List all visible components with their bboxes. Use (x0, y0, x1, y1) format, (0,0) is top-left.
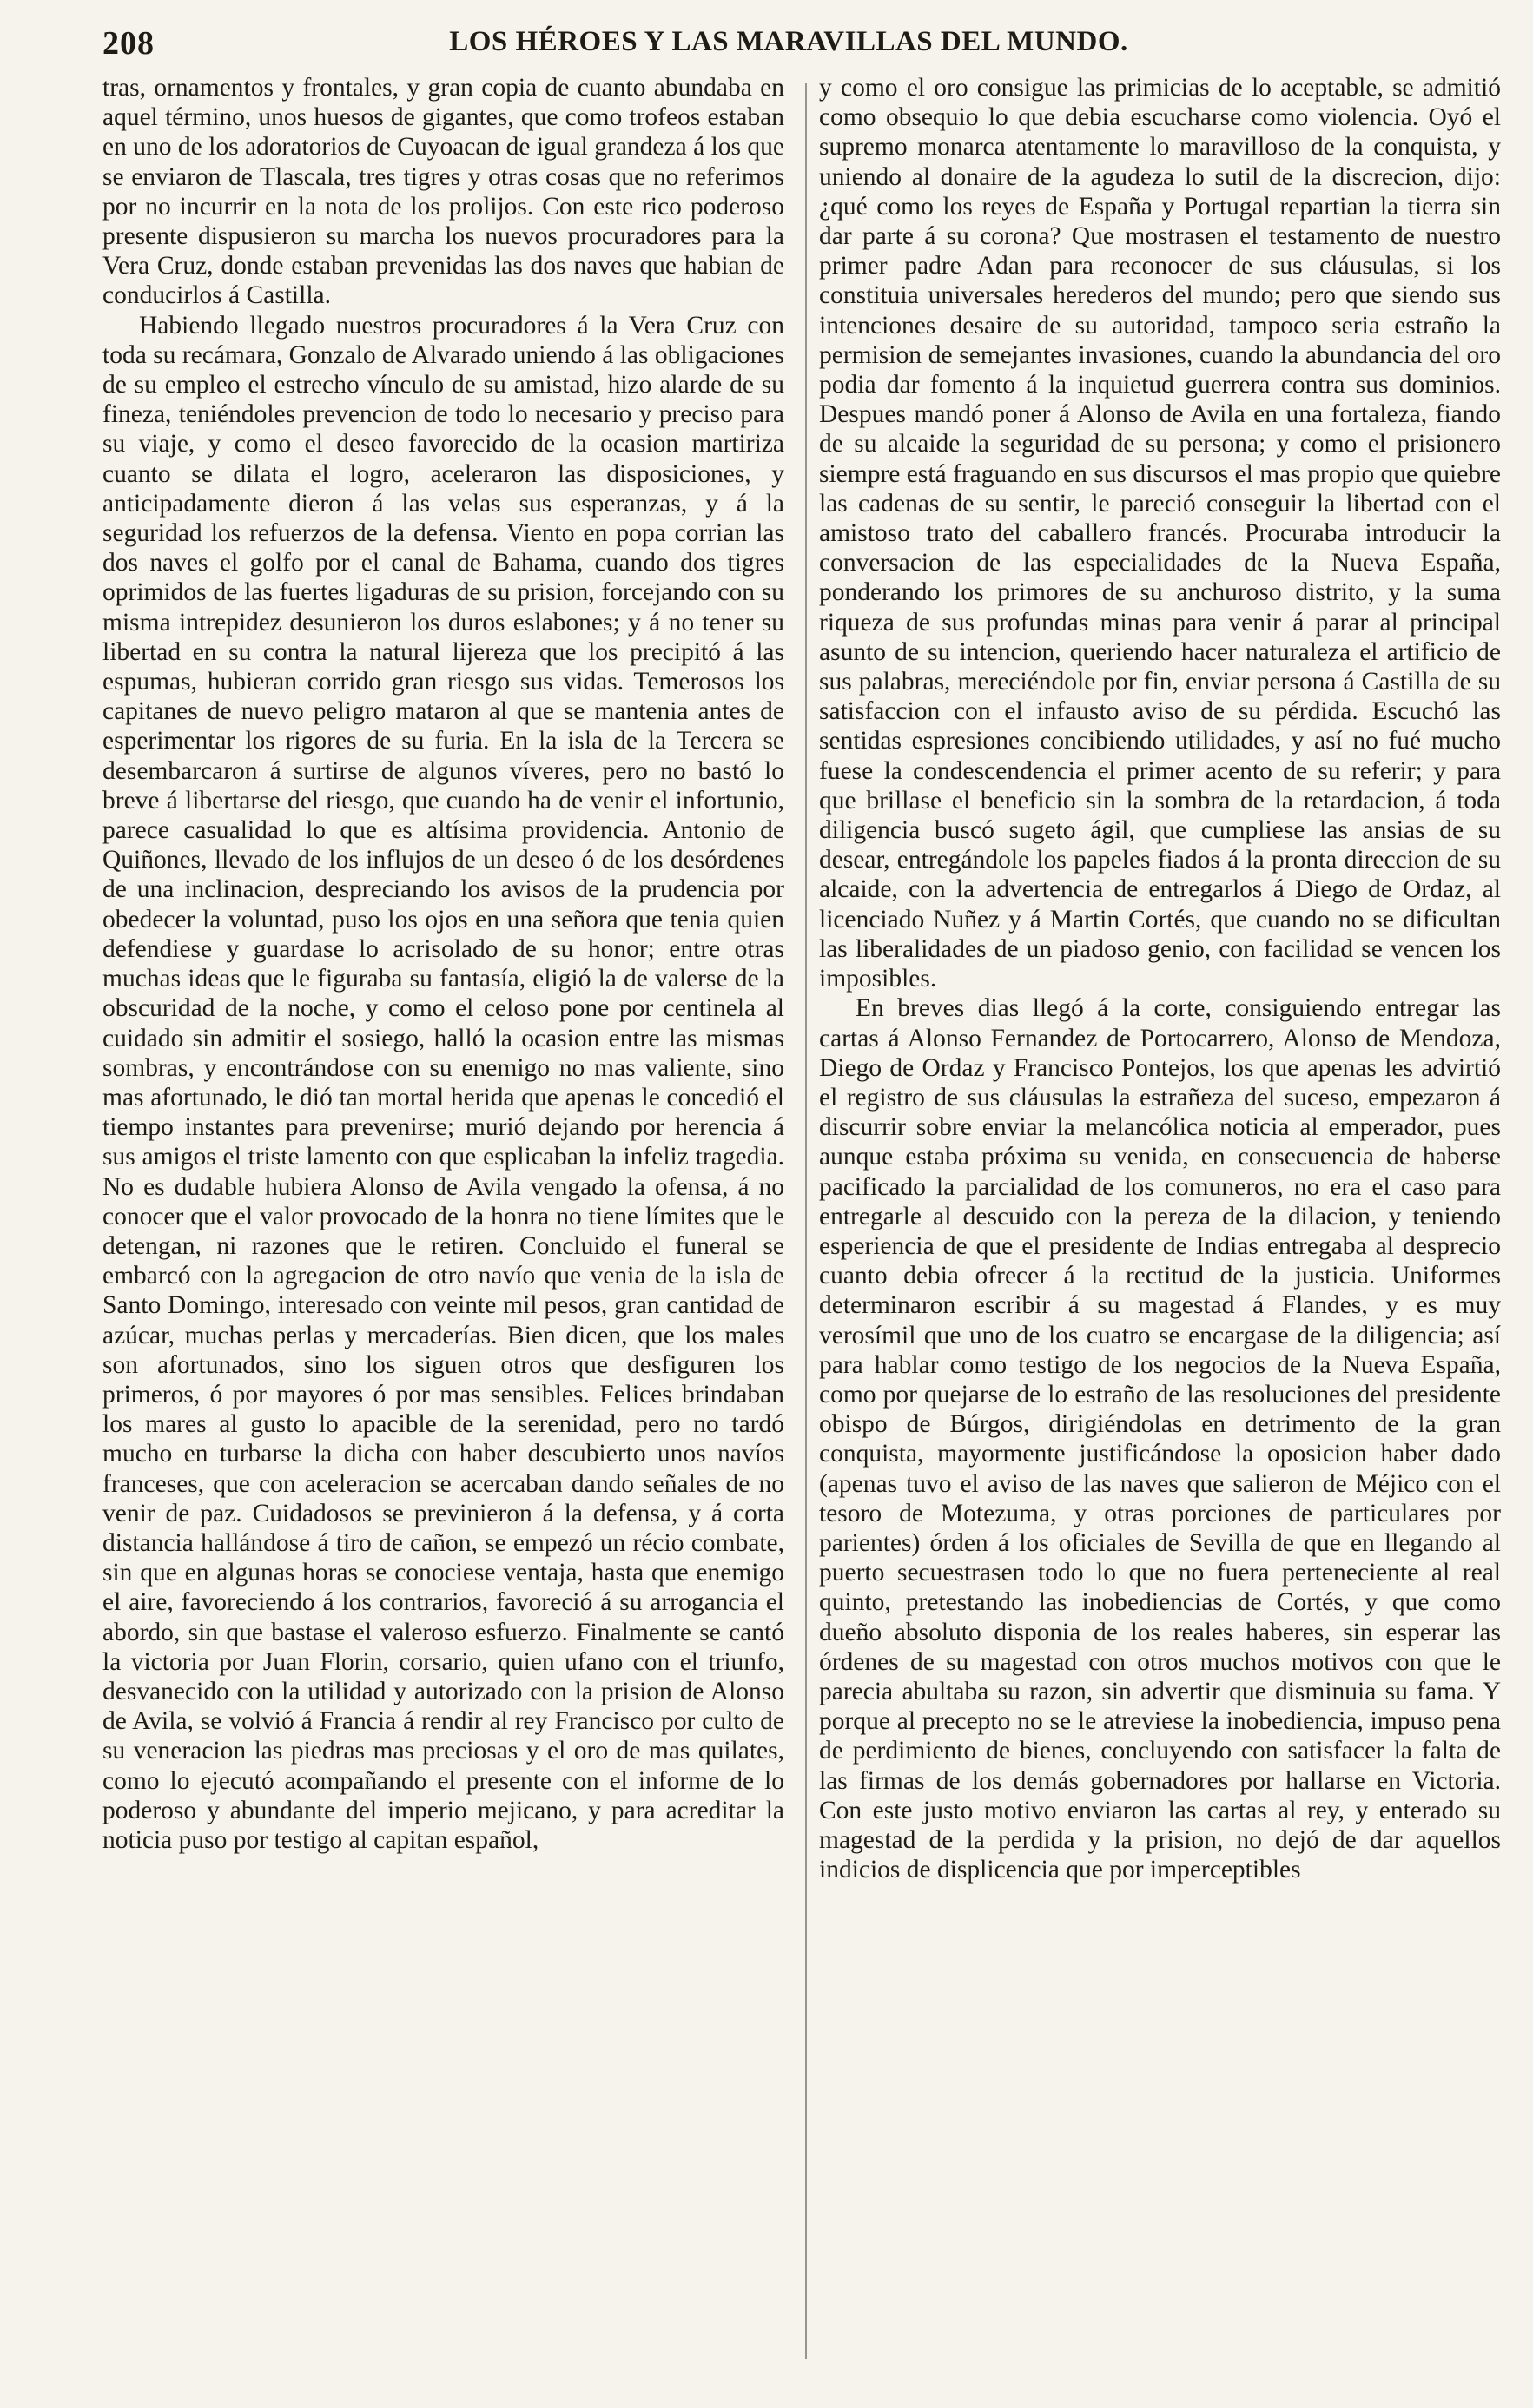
page-number: 208 (102, 25, 155, 62)
paragraph: Habiendo llegado nuestros procuradores á la Vera Cruz con toda su recámara, Gonzalo de Alvarado uniendo á las obligaciones de su empleo el estrecho vínculo de su amistad, hizo alarde de su fineza, teniéndoles prevencion de todo lo necesario y preciso para su viaje, y como el deseo favorecido de la ocasion martiriza cuanto se dilata el logro, aceleraron las disposiciones, y anticipadamente dieron á las velas sus esperanzas, y á la seguridad los refuerzos de la defensa. Viento en popa corrian las dos naves el golfo por el canal de Bahama, cuando dos tigres oprimidos de las fuertes ligaduras de su prision, forcejando con su misma intrepidez desunieron los duros eslabones; y á no tener su libertad en su contra la natural lijereza que los precipitó á las espumas, hubieran corrido gran riesgo sus vidas. Temerosos los capitanes de nuevo peligro mataron al que se mantenia antes de esperimentar los rigores de su furia. En la isla de la Tercera se desembarcaron á surtirse de algunos víveres, pero no bastó lo breve á libertarse del riesgo, que cuando ha de venir el infortunio, parece casualidad lo que es altísima providencia. Antonio de Quiñones, llevado de los influjos de un deseo ó de los desórdenes de una inclinacion, despreciando los avisos de la prudencia por obedecer la voluntad, puso los ojos en una señora que tenia quien defendiese y guardase lo acrisolado de su honor; entre otras muchas ideas que le figuraba su fantasía, eligió la de valerse de la obscuridad de la noche, y como el celoso pone por centinela al cuidado sin admitir el sosiego, halló la ocasion entre las mismas sombras, y encontrándose con su enemigo no mas valiente, sino mas afortunado, le dió tan mortal herida que apenas le concedió el tiempo instantes para prevenirse; murió dejando por herencia á sus amigos el triste lamento con que esplicaban la infeliz tragedia. No es dudable hubiera Alonso de Avila vengado la ofensa, á no conocer que el valor provocado de la honra no tiene límites que le detengan, ni razones que le retiren. Concluido el funeral se embarcó con la agregacion de otro navío que venia de la isla de Santo Domingo, interesado con veinte mil pesos, gran cantidad de azúcar, muchas perlas y mercaderías. Bien dicen, que los males son afortunados, sino los siguen otros que desfiguren los primeros, ó por mayores ó por mas sensibles. Felices brindaban los mares al gusto lo apacible de la serenidad, pero no tardó mucho en turbarse la dicha con haber descubierto unos navíos franceses, que con aceleracion se acercaban dando señales de no venir de paz. Cuidadosos se previnieron á la defensa, y á corta distancia hallándose á tiro de cañon, se empezó un récio combate, sin que en algunas horas se conociese ventaja, hasta que enemigo el aire, favoreciendo á los contrarios, favoreció á su arrogancia el abordo, sin que bastase el valeroso esfuerzo. Finalmente se cantó la victoria por Juan Florin, corsario, quien ufano con el triunfo, desvanecido con la utilidad y autorizado con la prision de Alonso de Avila, se volvió á Francia á rendir al rey Francisco por culto de su veneracion las piedras mas preciosas y el oro de mas quilates, como lo ejecutó acompañando el presente con el informe de lo poderoso y abundante del imperio mejicano, y para acreditar la noticia puso por testigo al capitan español, (102, 311, 784, 1854)
paragraph: y como el oro consigue las primicias de lo aceptable, se admitió como obsequio lo que debia escucharse como violencia. Oyó el supremo monarca atentamente lo maravilloso de la conquista, y uniendo al donaire de la agudeza lo sutil de la discrecion, dijo: ¿qué como los reyes de España y Portugal repartian la tierra sin dar parte á su corona? Que mostrasen el testamento de nuestro primer padre Adan para reconocer de sus cláusulas, si los constituia universales herederos del mundo; pero que siendo sus intenciones desaire de su autoridad, tampoco seria estraño la permision de semejantes invasiones, cuando la abundancia del oro podia dar fomento á la inquietud guerrera contra sus dominios. Despues mandó poner á Alonso de Avila en una fortaleza, fiando de su alcaide la seguridad de su persona; y como el prisionero siempre está fraguando en sus discursos el mas propio que quiebre las cadenas de su sentir, le pareció conseguir la libertad con el amistoso trato del caballero francés. Procuraba introducir la conversacion de las especialidades de la Nueva España, ponderando los primores de su anchuroso distrito, y la suma riqueza de sus profundas minas para venir á parar al principal asunto de su intencion, queriendo hacer naturaleza el artificio de sus palabras, mereciéndole por fin, enviar persona á Castilla de su satisfaccion con el infausto aviso de su pérdida. Escuchó las sentidas espresiones concibiendo utilidades, y así no fué mucho fuese la condescendencia el primer acento de su referir; y para que brillase el beneficio sin la sombra de la retardacion, á toda diligencia buscó sugeto ágil, que cumpliese las ansias de su desear, entregándole los papeles fiados á la pronta direccion de su alcaide, con la advertencia de entregarlos á Diego de Ordaz, al licenciado Nuñez y á Martin Cortés, que cuando no se dificultan las liberalidades de un piadoso genio, con facilidad se vencen los imposibles. (819, 74, 1501, 993)
text-column-right (819, 73, 1501, 2392)
page-header (102, 24, 1475, 63)
paragraph: En breves dias llegó á la corte, consiguiendo entregar las cartas á Alonso Fernandez de Portocarrero, Alonso de Mendoza, Diego de Ordaz y Francisco Pontejos, los que apenas les advirtió el registro de sus cláusulas la estrañeza del suceso, empezaron á discurrir sobre enviar la melancólica noticia al emperador, pues aunque estaba próxima su venida, en consecuencia de haberse pacificado la parcialidad de los comuneros, no era el caso para entregarle al descuido con la pereza de la dilacion, y teniendo esperiencia de que el presidente de Indias entregaba al desprecio cuanto debia ofrecer á la rectitud de la justicia. Uniformes determinaron escribir á su magestad á Flandes, y es muy verosímil que uno de los cuatro se encargase de la diligencia; así para hablar como testigo de los negocios de la Nueva España, como por quejarse de lo estraño de las resoluciones del presidente obispo de Búrgos, dirigiéndolas en detrimento de la gran conquista, mayormente justificándose la oposicion haber dado (apenas tuvo el aviso de las naves que salieron de Méjico con el tesoro de Motezuma, y otras porciones de particulares por parientes) órden á los oficiales de Sevilla de que en llegando al puerto secuestrasen todo lo que no fuera perteneciente al real quinto, pretestando las inobediencias de Cortés, y que como dueño absoluto disponia de los reales haberes, sin esperar las órdenes de su magestad con otros muchos motivos con que le parecia abultaba su razon, sin advertir que disminuia su fama. Y porque al precepto no se le atreviese la inobediencia, impuso pena de perdimiento de bienes, concluyendo con satisfacer la falta de las firmas de los demás gobernadores por hallarse en Victoria. Con este justo motivo enviaron las cartas al rey, y enterado su magestad de la perdida y la prision, no dejó de dar aquellos indicios de displicencia que por imperceptibles (819, 994, 1501, 1884)
text-column-left (102, 73, 784, 2392)
running-title: LOS HÉROES Y LAS MARAVILLAS DEL MUNDO. (449, 26, 1128, 57)
paragraph: tras, ornamentos y frontales, y gran copia de cuanto abundaba en aquel término, unos huesos de gigantes, que como trofeos estaban en uno de los adoratorios de Cuyoacan de igual grandeza á los que se enviaron de Tlascala, tres tigres y otras cosas que no referimos por no incurrir en la nota de los prolijos. Con este rico poderoso presente dispusieron su marcha los nuevos procuradores para la Vera Cruz, donde estaban prevenidas las dos naves que habian de conducirlos á Castilla. (102, 74, 784, 310)
column-divider (805, 83, 807, 2359)
